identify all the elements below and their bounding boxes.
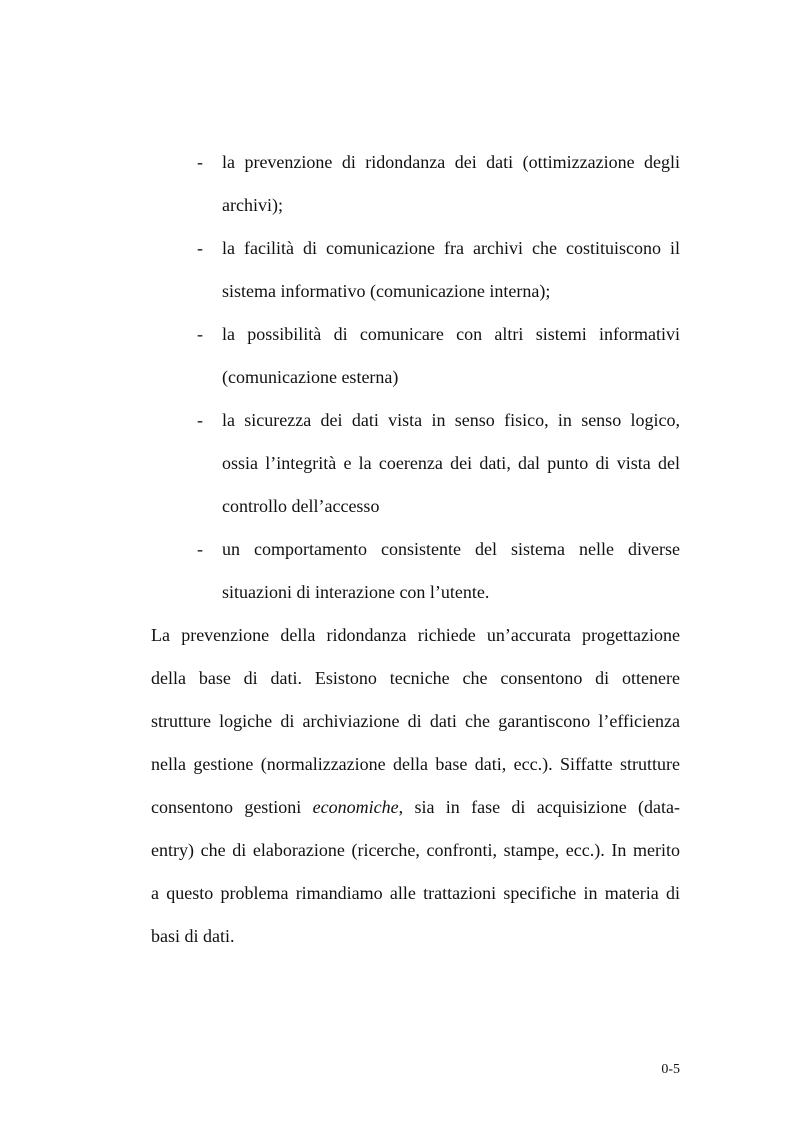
- bullet-dash: -: [197, 238, 203, 258]
- bullet-4-line-3: controllo dell’accesso: [222, 496, 380, 516]
- page-number: 0-5: [661, 1062, 680, 1077]
- paragraph-line-3: strutture logiche di archiviazione di dati che garantiscono l’efficienza: [151, 711, 680, 731]
- bullet-dash: -: [197, 410, 203, 430]
- paragraph-line-5-end: , sia in fase di acquisizione (data-: [398, 797, 680, 817]
- bullet-3-line-2: (comunicazione esterna): [222, 367, 399, 387]
- bullet-dash: -: [197, 324, 203, 344]
- bullet-4-line-1: la sicurezza dei dati vista in senso fisico, in senso logico,: [222, 410, 680, 430]
- paragraph-line-4: nella gestione (normalizzazione della base dati, ecc.). Siffatte strutture: [151, 754, 680, 774]
- paragraph-line-1: La prevenzione della ridondanza richiede un’accurata progettazione: [151, 625, 680, 645]
- bullet-5-line-2: situazioni di interazione con l’utente.: [222, 582, 490, 602]
- bullet-3-line-1: la possibilità di comunicare con altri sistemi informativi: [222, 324, 680, 344]
- bullet-5-line-1: un comportamento consistente del sistema nelle diverse: [222, 539, 680, 559]
- bullet-dash: -: [197, 152, 203, 172]
- paragraph-line-6: entry) che di elaborazione (ricerche, confronti, stampe, ecc.). In merito: [151, 840, 680, 860]
- bullet-2-line-1: la facilità di comunicazione fra archivi che costituiscono il: [222, 238, 680, 258]
- paragraph-line-2: della base di dati. Esistono tecniche che consentono di ottenere: [151, 668, 680, 688]
- emphasized-word: economiche: [312, 797, 399, 817]
- bullet-1-line-2: archivi);: [222, 195, 283, 215]
- bullet-dash: -: [197, 539, 203, 559]
- paragraph-line-5-start: consentono gestioni: [151, 797, 302, 817]
- bullet-4-line-2: ossia l’integrità e la coerenza dei dati, dal punto di vista del: [222, 453, 680, 473]
- paragraph-line-8: basi di dati.: [151, 926, 235, 946]
- bullet-1-line-1: la prevenzione di ridondanza dei dati (ottimizzazione degli: [222, 152, 680, 172]
- paragraph-line-5: [151, 792, 680, 822]
- bullet-2-line-2: sistema informativo (comunicazione interna);: [222, 281, 551, 301]
- paragraph-line-7: a questo problema rimandiamo alle trattazioni specifiche in materia di: [151, 883, 680, 903]
